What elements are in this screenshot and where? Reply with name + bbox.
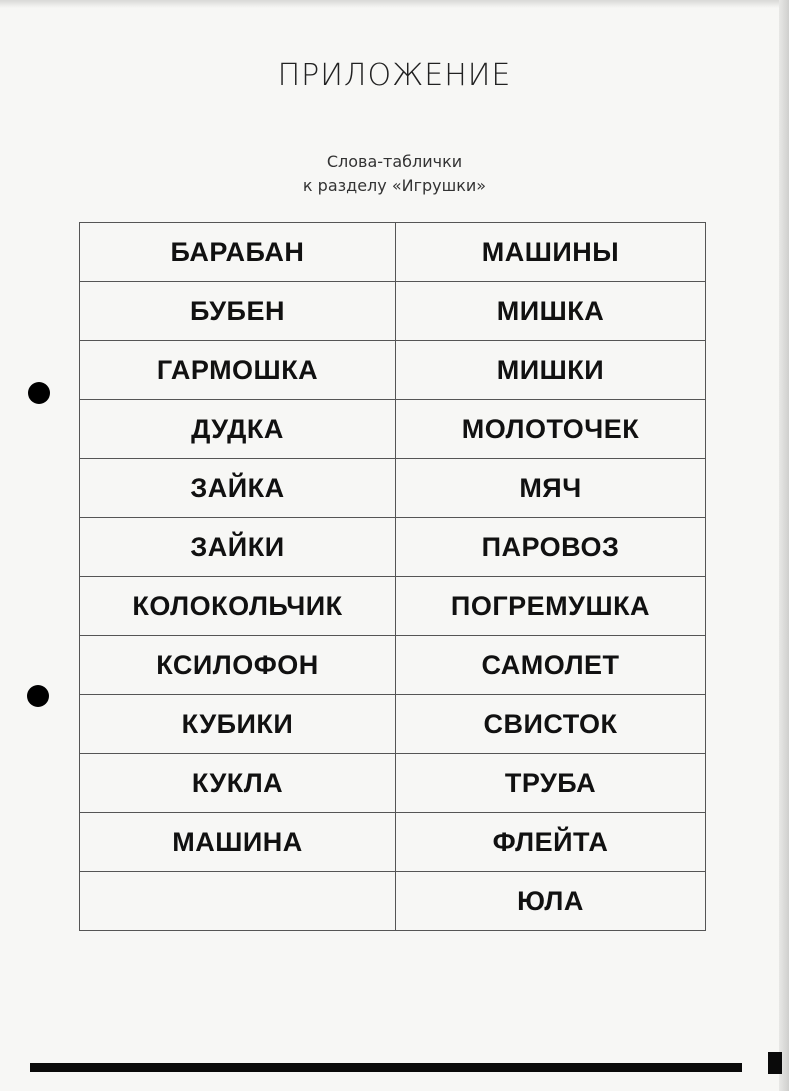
- table-row: [80, 872, 706, 931]
- bottom-rule: [30, 1063, 742, 1072]
- table-row: [80, 577, 706, 636]
- word-cell-right: МОЛОТОЧЕК: [396, 400, 706, 459]
- word-cell-left: ЗАЙКА: [80, 459, 396, 518]
- word-cell-right: МЯЧ: [396, 459, 706, 518]
- word-cell-right: ПАРОВОЗ: [396, 518, 706, 577]
- word-cell-left: КУБИКИ: [80, 695, 396, 754]
- table-row: [80, 341, 706, 400]
- table-row: [80, 223, 706, 282]
- word-cell-left: КУКЛА: [80, 754, 396, 813]
- word-cell-right: ФЛЕЙТА: [396, 813, 706, 872]
- word-cell-left: БУБЕН: [80, 282, 396, 341]
- table-row: [80, 282, 706, 341]
- word-cell-left: ДУДКА: [80, 400, 396, 459]
- word-cards-table: [79, 222, 706, 931]
- word-cell-right: СВИСТОК: [396, 695, 706, 754]
- table-row: [80, 400, 706, 459]
- word-cell-left: [80, 872, 396, 931]
- word-cell-left: КОЛОКОЛЬЧИК: [80, 577, 396, 636]
- binder-hole-bottom: [27, 685, 49, 707]
- word-cell-left: КСИЛОФОН: [80, 636, 396, 695]
- scan-top-edge: [0, 0, 789, 8]
- word-cell-right: МИШКА: [396, 282, 706, 341]
- word-cell-left: ЗАЙКИ: [80, 518, 396, 577]
- corner-mark: [768, 1052, 782, 1074]
- subtitle-line-2: к разделу «Игрушки»: [302, 176, 487, 195]
- page-title: ПРИЛОЖЕНИЕ: [277, 58, 512, 93]
- table-row: [80, 459, 706, 518]
- table-row: [80, 754, 706, 813]
- word-cell-left: ГАРМОШКА: [80, 341, 396, 400]
- word-cell-right: МИШКИ: [396, 341, 706, 400]
- word-cell-right: ПОГРЕМУШКА: [396, 577, 706, 636]
- table-row: [80, 695, 706, 754]
- word-cell-left: МАШИНА: [80, 813, 396, 872]
- word-cell-right: САМОЛЕТ: [396, 636, 706, 695]
- subtitle-line-1: Слова-таблички: [326, 152, 463, 171]
- word-cell-right: МАШИНЫ: [396, 223, 706, 282]
- table-row: [80, 518, 706, 577]
- table-row: [80, 636, 706, 695]
- word-cell-left: БАРАБАН: [80, 223, 396, 282]
- binder-hole-top: [28, 382, 50, 404]
- table-row: [80, 813, 706, 872]
- word-cell-right: ТРУБА: [396, 754, 706, 813]
- word-cell-right: ЮЛА: [396, 872, 706, 931]
